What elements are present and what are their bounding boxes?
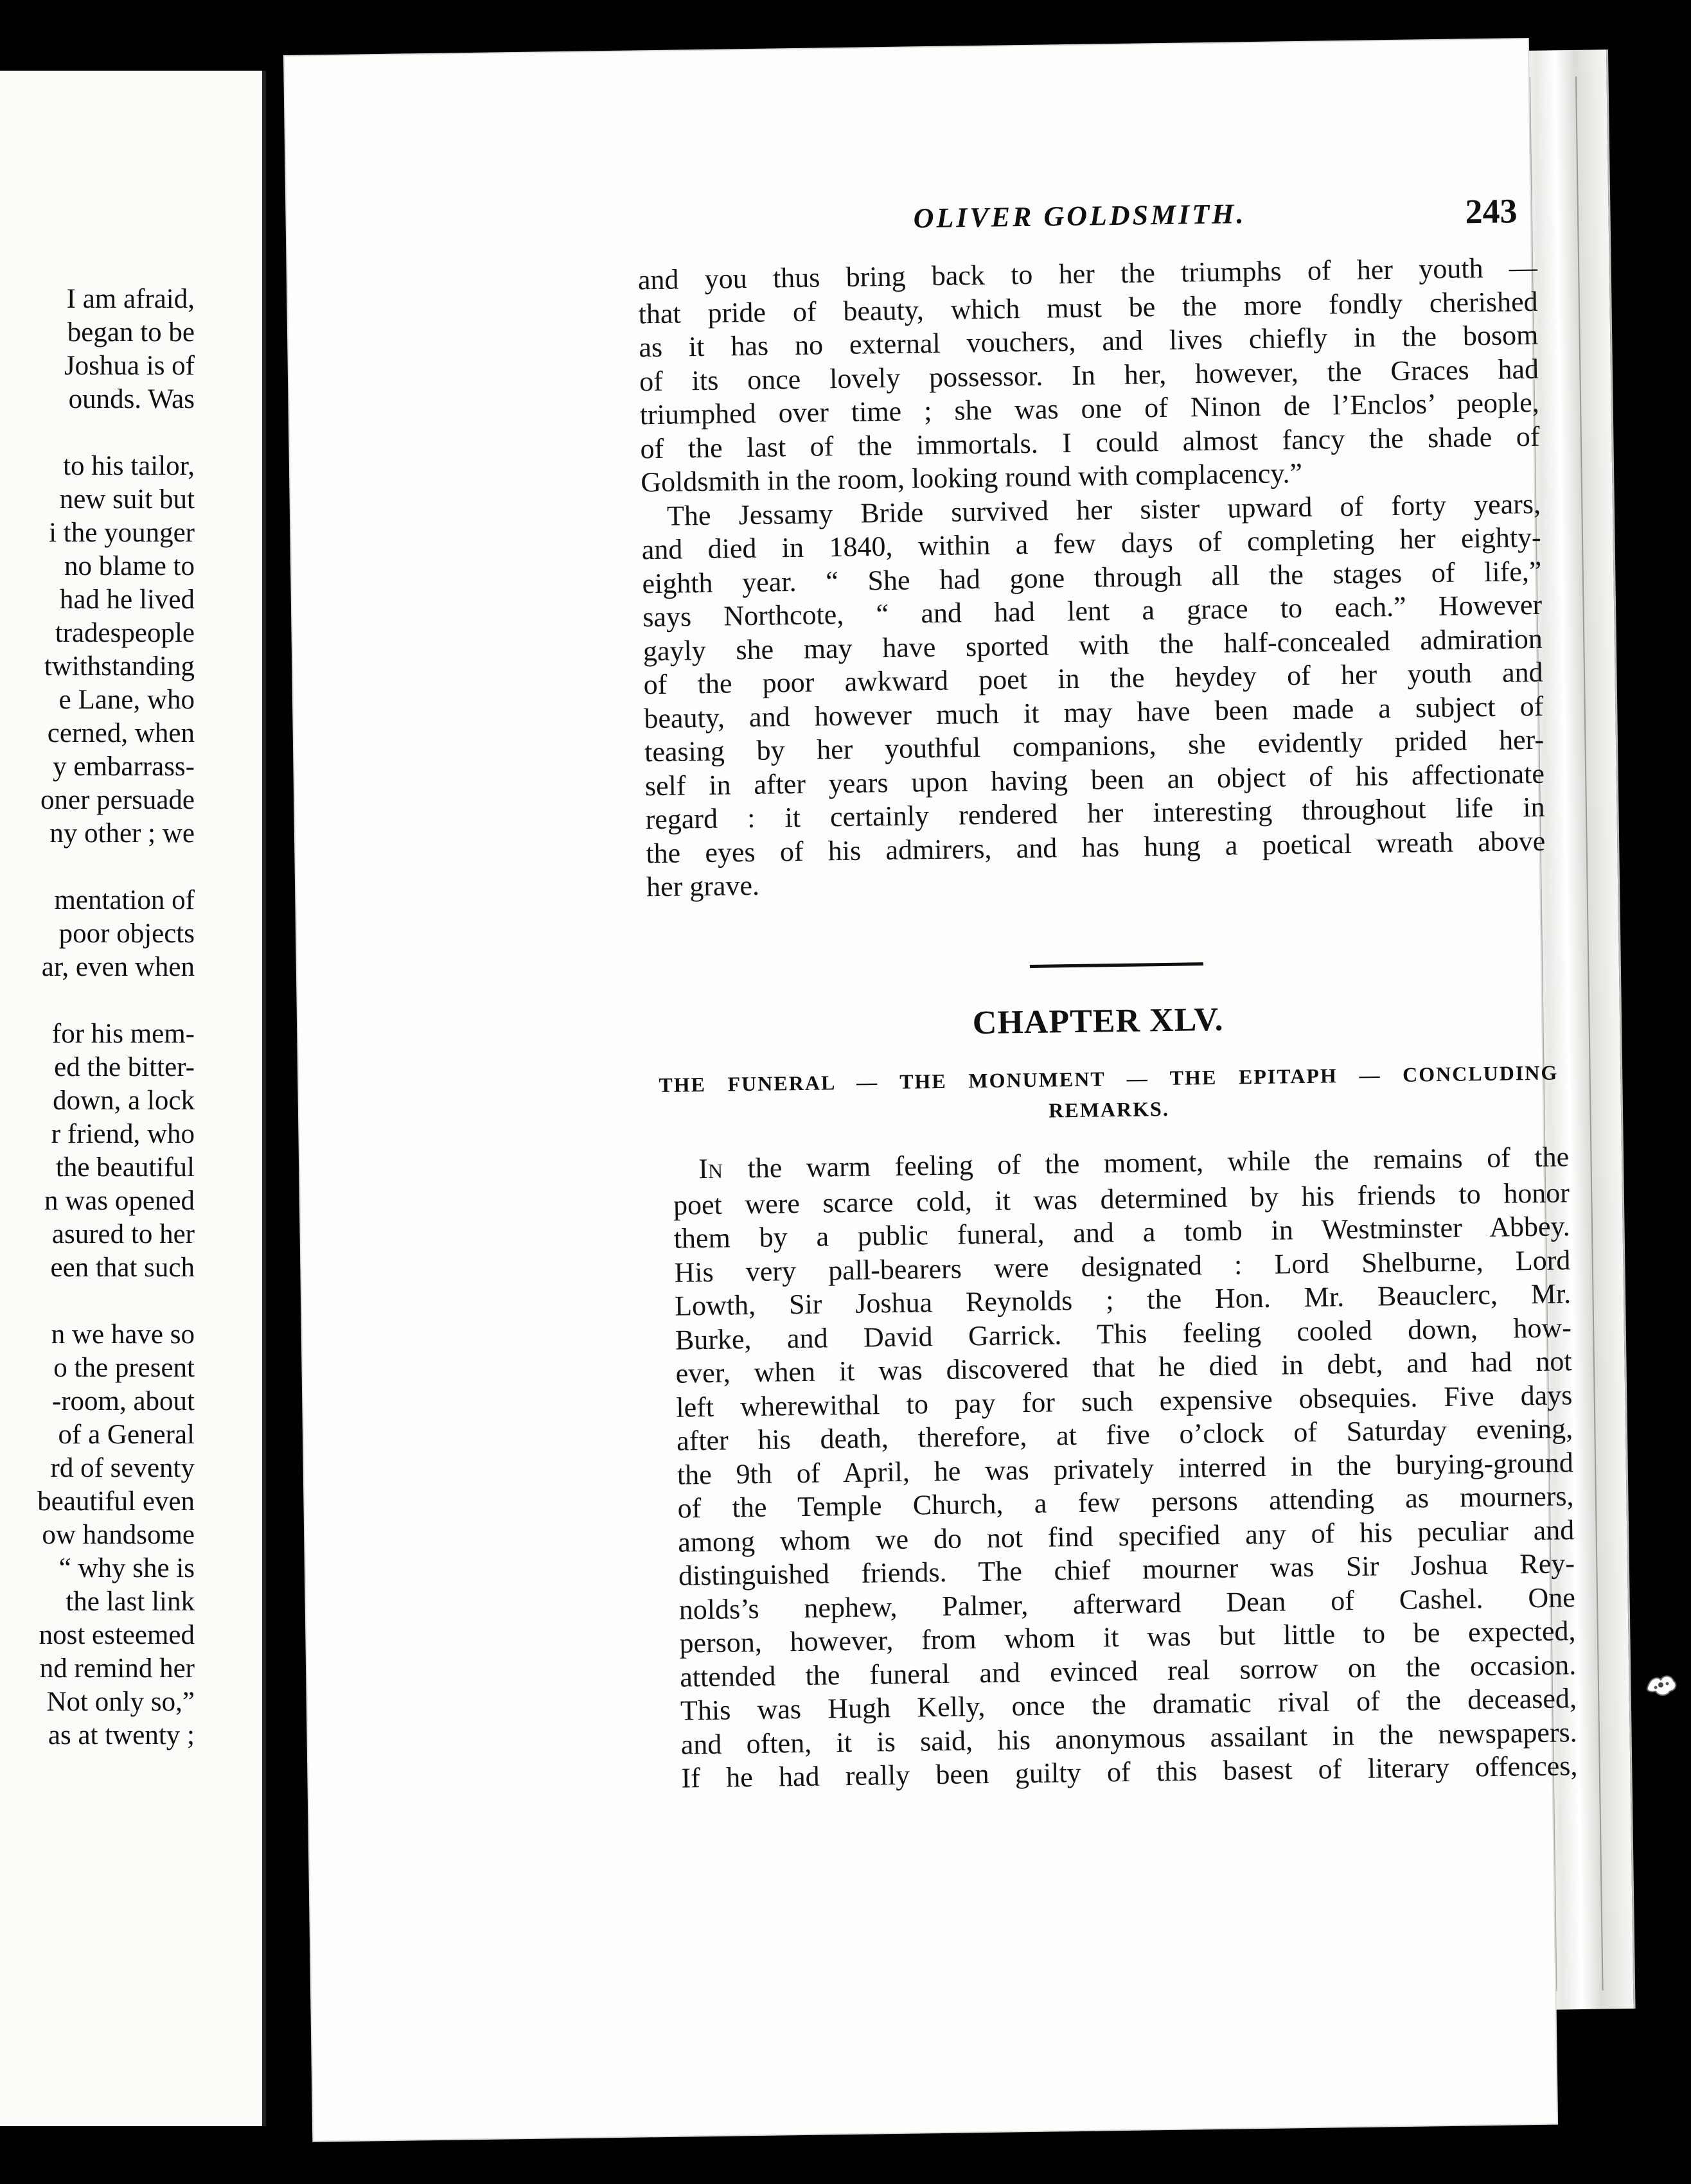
chapter-subtitle xyxy=(659,1057,1559,1131)
chapter-subtitle-line-1: THE FUNERAL — THE MONUMENT — THE EPITAPH — CONCLUDING xyxy=(659,1061,1559,1097)
chapter-heading: CHAPTER XLV. xyxy=(972,1001,1224,1042)
paragraph1-line: of the last of the immortals. I could almost fancy the shade of xyxy=(640,420,1540,464)
paragraph3-line: If he had really been guilty of this basest of literary offences, xyxy=(681,1750,1578,1794)
previous-page-line: ounds. Was xyxy=(68,384,195,414)
previous-page-line: I am afraid, xyxy=(66,284,195,314)
paragraph2-line: the eyes of his admirers, and has hung a poetical wreath above xyxy=(646,825,1546,869)
paragraph-jessamy-bride xyxy=(641,487,1546,904)
previous-page-line: twithstanding xyxy=(44,651,195,682)
previous-page-line: the last link xyxy=(66,1587,195,1617)
paragraph3-line: poet were scarce cold, it was determined by his friends to honor xyxy=(673,1176,1570,1221)
previous-page-line: down, a lock xyxy=(53,1086,195,1116)
paragraph2-line: says Northcote, “ and had lent a grace to each.” However xyxy=(642,588,1543,633)
previous-page-line: Not only so,” xyxy=(46,1687,195,1717)
paragraph3-line: left wherewithal to pay for such expensive obsequies. Five days xyxy=(676,1378,1573,1423)
paragraph3-line: the 9th of April, he was privately interred in the burying-ground xyxy=(677,1446,1574,1491)
previous-page-line: r friend, who xyxy=(51,1119,195,1149)
previous-page-fragment xyxy=(0,71,266,2126)
previous-page-line: Joshua is of xyxy=(64,351,195,381)
previous-page-line xyxy=(0,850,195,884)
paragraph3-line: after his death, therefore, at five o’clock of Saturday evening, xyxy=(676,1413,1573,1457)
paragraph1-line: that pride of beauty, which must be the more fondly cherished xyxy=(638,285,1538,330)
paragraph3-line: them by a public funeral, and a tomb in Westminster Abbey. xyxy=(673,1210,1570,1255)
drop-initial: I xyxy=(698,1152,709,1185)
running-title: OLIVER GOLDSMITH. xyxy=(913,198,1246,234)
paragraph2-line: The Jessamy Bride survived her sister upward of forty years, xyxy=(666,488,1541,532)
page-number: 243 xyxy=(1465,191,1518,231)
previous-page-line: as at twenty ; xyxy=(48,1720,195,1750)
paragraph-funeral xyxy=(673,1176,1578,1795)
continued-paragraphs xyxy=(638,251,1546,904)
section-divider-rule xyxy=(1030,962,1203,968)
previous-page-line: nost esteemed xyxy=(39,1620,195,1650)
previous-page-line: oner persuade xyxy=(40,785,195,815)
paragraph3-line: of the Temple Church, a few persons attending as mourners, xyxy=(677,1480,1574,1524)
previous-page-line: had he lived xyxy=(59,585,195,615)
previous-page-line: nd remind her xyxy=(39,1653,195,1684)
paragraph3-line: ever, when it was discovered that he died in debt, and had not xyxy=(675,1345,1572,1389)
previous-page-line: y embarrass- xyxy=(53,752,195,782)
paragraph1-line: Goldsmith in the room, looking round with complacency.” xyxy=(640,457,1303,498)
paragraph2-line: of the poor awkward poet in the heydey of her youth and xyxy=(643,656,1543,701)
paragraph1-line: and you thus bring back to her the triumphs of her youth — xyxy=(637,251,1538,296)
previous-page-line: een that such xyxy=(50,1253,195,1283)
paragraph3-line: nolds’s nephew, Palmer, afterward Dean of Cashel. One xyxy=(678,1581,1576,1626)
previous-page-line: ed the bitter- xyxy=(54,1052,195,1082)
paragraph2-line: eighth year. “ She had gone through all the stages of life,” xyxy=(642,555,1542,599)
previous-page-line: ow handsome xyxy=(42,1520,195,1550)
previous-page-line: for his mem- xyxy=(51,1019,195,1049)
paragraph3-line: among whom we do not find specified any of his peculiar and xyxy=(678,1513,1575,1558)
previous-page-line: cerned, when xyxy=(47,718,195,748)
paragraph3-line: attended the funeral and evinced real sorrow on the occasion. xyxy=(679,1648,1577,1693)
previous-page-line: mentation of xyxy=(54,885,195,915)
previous-page-line: beautiful even xyxy=(37,1486,195,1517)
paragraph2-line: self in after years upon having been an object of his affectionate xyxy=(644,757,1545,802)
paragraph1-line: triumphed over time ; she was one of Ninon de l’Enclos’ people, xyxy=(639,386,1540,431)
paragraph2-line: and died in 1840, within a few days of completing her eighty- xyxy=(641,521,1541,566)
previous-page-line: o the present xyxy=(53,1353,195,1383)
paragraph3-line: His very pall-bearers were designated : Lord Shelburne, Lord xyxy=(674,1244,1571,1289)
previous-page-line: ny other ; we xyxy=(49,818,195,849)
paragraph3-line: person, however, from whom it was but little to be expected, xyxy=(679,1615,1576,1659)
previous-page-line: new suit but xyxy=(59,484,195,515)
paragraph1-line: of its once lovely possessor. In her, however, the Graces had xyxy=(639,353,1539,397)
paper-fleck-mark xyxy=(1642,1667,1680,1699)
paragraph2-line: her grave. xyxy=(646,869,760,903)
paragraph2-line: teasing by her youthful companions, she evidently prided her- xyxy=(644,723,1545,768)
previous-page-line: of a General xyxy=(58,1420,195,1450)
paragraph2-line: gayly she may have sported with the half-concealed admiration xyxy=(642,622,1543,667)
previous-page-line: asured to her xyxy=(51,1219,195,1249)
running-head xyxy=(637,193,1518,244)
book-page xyxy=(285,39,1578,2141)
previous-page-line: tradespeople xyxy=(55,618,195,648)
previous-page-line: “ why she is xyxy=(58,1553,195,1583)
paragraph2-line: regard : it certainly rendered her interesting throughout life in xyxy=(645,791,1545,836)
previous-page-line: to his tailor, xyxy=(63,451,195,481)
previous-page-line xyxy=(0,1285,195,1318)
previous-page-line: -room, about xyxy=(51,1386,195,1416)
previous-page-line: ar, even when xyxy=(41,952,195,982)
paragraph3-line: Lowth, Sir Joshua Reynolds ; the Hon. Mr. Beauclerc, Mr. xyxy=(674,1278,1571,1322)
chapter-subtitle-line-2: REMARKS. xyxy=(1048,1096,1170,1122)
previous-page-line: n we have so xyxy=(51,1319,195,1350)
first-line-text: the warm feeling of the moment, while the remains of the xyxy=(723,1141,1570,1184)
small-cap-letter: N xyxy=(707,1159,724,1183)
previous-page-line: i the younger xyxy=(49,518,195,548)
previous-page-text xyxy=(0,283,195,1752)
chapter-opening-paragraph xyxy=(673,1140,1578,1795)
paragraph3-line: and often, it is said, his anonymous assailant in the newspapers. xyxy=(680,1716,1577,1761)
paragraph3-line: This was Hugh Kelly, once the dramatic rival of the deceased, xyxy=(680,1682,1577,1727)
previous-page-line: began to be xyxy=(67,317,195,348)
previous-page-line: rd of seventy xyxy=(50,1453,195,1483)
paragraph2-line: beauty, and however much it may have been made a subject of xyxy=(644,690,1544,734)
paragraph-continued xyxy=(638,251,1541,500)
previous-page-line: the beautiful xyxy=(55,1152,195,1183)
previous-page-line: n was opened xyxy=(44,1186,195,1216)
previous-page-line: poor objects xyxy=(58,919,195,949)
paragraph1-line: as it has no external vouchers, and lives chiefly in the bosom xyxy=(639,319,1539,364)
previous-page-line xyxy=(0,416,195,450)
paragraph3-line: Burke, and David Garrick. This feeling cooled down, how- xyxy=(675,1311,1572,1356)
paragraph3-line: distinguished friends. The chief mourner was Sir Joshua Rey- xyxy=(678,1547,1575,1592)
previous-page-line xyxy=(0,984,195,1017)
previous-page-line: no blame to xyxy=(64,551,195,581)
previous-page-line: e Lane, who xyxy=(58,685,195,715)
